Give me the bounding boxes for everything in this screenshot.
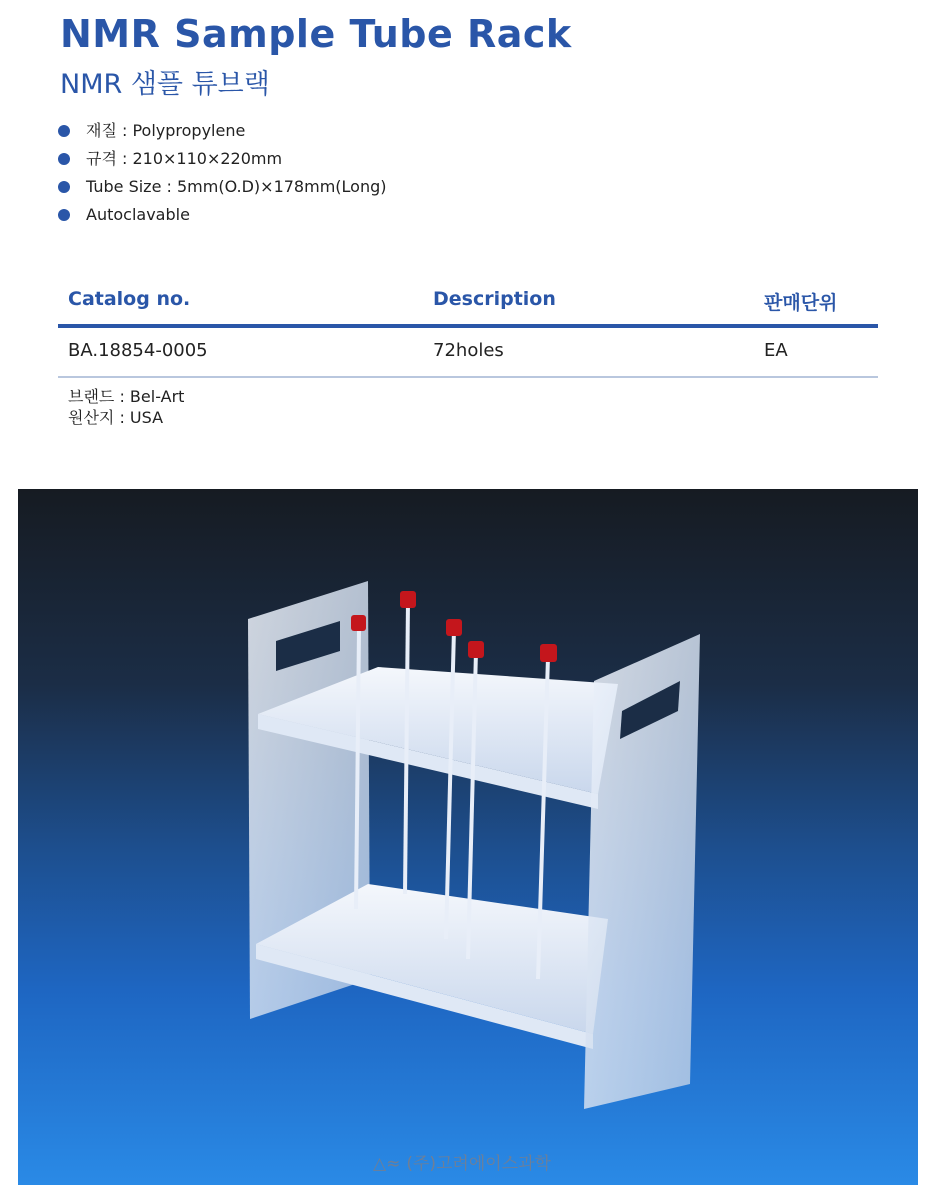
bullet-icon (58, 125, 70, 137)
cell-description: 72holes (433, 340, 504, 361)
table-row (58, 328, 878, 378)
spec-item (58, 204, 386, 232)
header-description: Description (433, 288, 556, 310)
origin-text: 원산지 : USA (68, 408, 164, 427)
spec-text: 재질 : Polypropylene (86, 121, 246, 140)
spec-item (58, 120, 386, 148)
company-watermark (373, 1149, 551, 1174)
brand-text: 브랜드 : Bel-Art (68, 387, 185, 406)
company-logo-icon: △≈ (373, 1154, 401, 1174)
spec-text: Autoclavable (86, 205, 190, 224)
spec-item (58, 176, 386, 204)
page-subtitle: NMR 샘플 튜브랙 (60, 69, 270, 100)
spec-item (58, 148, 386, 176)
bullet-icon (58, 153, 70, 165)
product-photo (18, 489, 918, 1185)
bullet-icon (58, 181, 70, 193)
product-meta (68, 386, 184, 428)
table-header (58, 280, 878, 328)
page-title: NMR Sample Tube Rack (60, 12, 572, 56)
spec-list (58, 120, 386, 232)
rack-right-panel (584, 634, 700, 1109)
watermark-text: (주)고려에이스과학 (406, 1154, 551, 1174)
catalog-table (58, 280, 878, 378)
header-catalog-no: Catalog no. (68, 288, 191, 310)
tube-rack-illustration (18, 489, 918, 1185)
header-sales-unit: 판매단위 (764, 292, 838, 314)
spec-text: 규격 : 210×110×220mm (86, 149, 283, 168)
bullet-icon (58, 209, 70, 221)
cell-sales-unit: EA (764, 340, 788, 361)
spec-text: Tube Size : 5mm(O.D)×178mm(Long) (86, 177, 387, 196)
cell-catalog-no: BA.18854-0005 (68, 340, 208, 361)
